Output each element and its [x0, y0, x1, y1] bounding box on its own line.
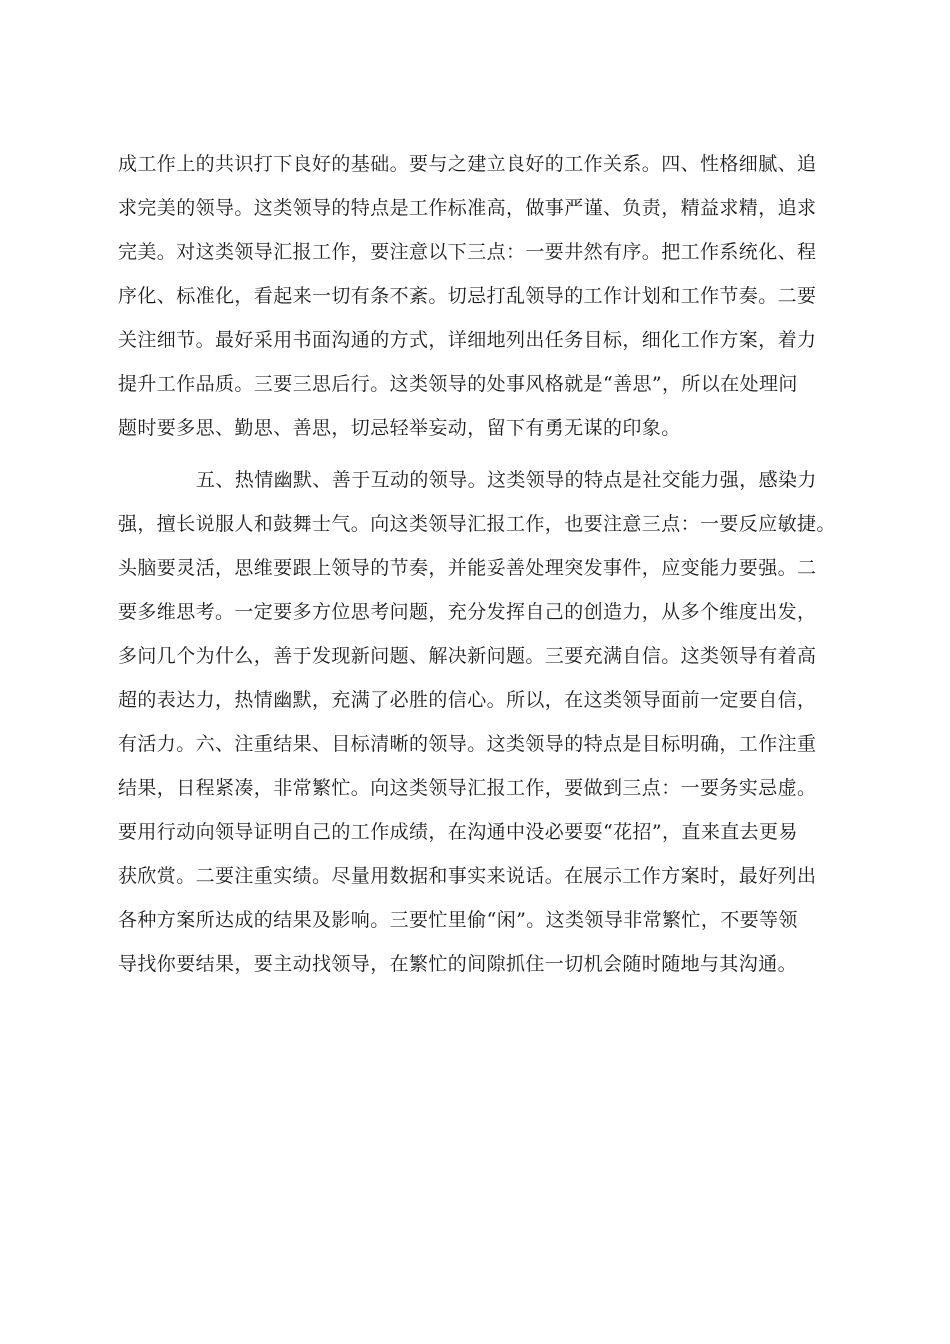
text-line: 提升工作品质。三要三思后行。这类领导的处事风格就是“善思”，所以在处理问	[118, 373, 798, 395]
paragraph-leader-types-4	[118, 142, 838, 450]
paragraph-leader-types-5-6	[118, 458, 838, 986]
text-line: 头脑要灵活，思维要跟上领导的节奏，并能妥善处理突发事件，应变能力要强。二	[118, 557, 817, 579]
text-line: 结果，日程紧凑，非常繁忙。向这类领导汇报工作，要做到三点：一要务实忌虚。	[118, 777, 817, 799]
text-line: 强，擅长说服人和鼓舞士气。向这类领导汇报工作，也要注意三点：一要反应敏捷。	[118, 513, 836, 535]
text-line: 导找你要结果，要主动找领导，在繁忙的间隙抓住一切机会随时随地与其沟通。	[118, 953, 798, 975]
text-line: 有活力。六、注重结果、目标清晰的领导。这类领导的特点是目标明确，工作注重	[118, 733, 817, 755]
text-line: 要多维思考。一定要多方位思考问题，充分发挥自己的创造力，从多个维度出发，	[118, 601, 817, 623]
text-line: 获欣赏。二要注重实绩。尽量用数据和事实来说话。在展示工作方案时，最好列出	[118, 865, 817, 887]
text-line: 多问几个为什么，善于发现新问题、解决新问题。三要充满自信。这类领导有着高	[118, 645, 817, 667]
text-line: 各种方案所达成的结果及影响。三要忙里偷“闲”。这类领导非常繁忙，不要等领	[118, 909, 798, 931]
text-line: 求完美的领导。这类领导的特点是工作标准高，做事严谨、负责，精益求精，追求	[118, 197, 817, 219]
text-line: 序化、标准化，看起来一切有条不紊。切忌打乱领导的工作计划和工作节奏。二要	[118, 285, 817, 307]
text-line: 要用行动向领导证明自己的工作成绩，在沟通中没必要耍“花招”，直来直去更易	[118, 821, 798, 843]
text-line: 成工作上的共识打下良好的基础。要与之建立良好的工作关系。四、性格细腻、追	[118, 153, 817, 175]
text-line: 完美。对这类领导汇报工作，要注意以下三点：一要井然有序。把工作系统化、程	[118, 241, 817, 263]
text-line-indented: 五、热情幽默、善于互动的领导。这类领导的特点是社交能力强，感染力	[196, 469, 817, 491]
text-line: 题时要多思、勤思、善思，切忌轻举妄动，留下有勇无谋的印象。	[118, 417, 681, 439]
text-line: 关注细节。最好采用书面沟通的方式，详细地列出任务目标，细化工作方案，着力	[118, 329, 817, 351]
text-line: 超的表达力，热情幽默，充满了必胜的信心。所以，在这类领导面前一定要自信，	[118, 689, 817, 711]
